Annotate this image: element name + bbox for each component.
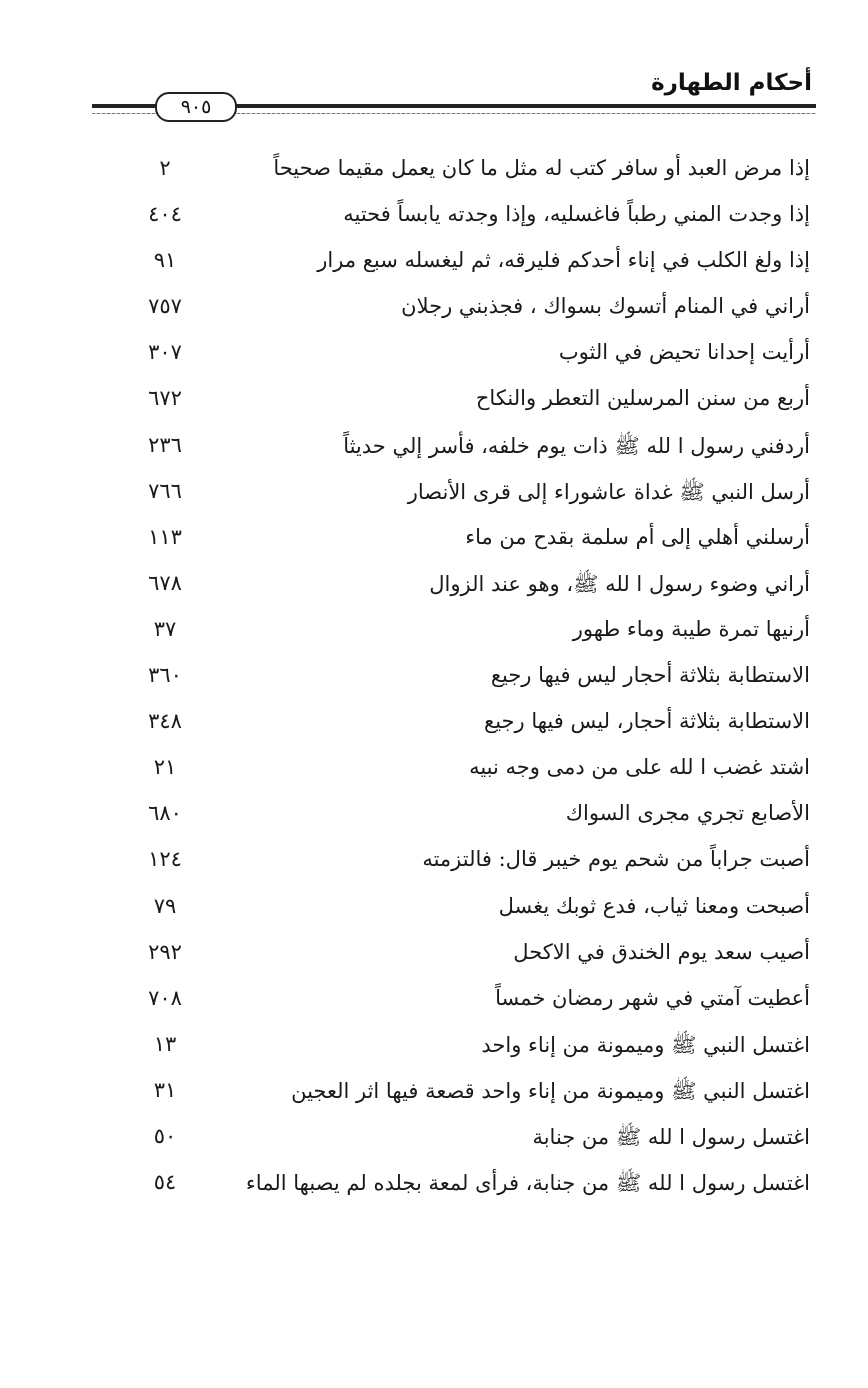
entry-page-number: ١٣ (153, 1031, 177, 1056)
entry-page-number: ٢٩٢ (148, 939, 182, 964)
entry-text: إذا وجدت المني رطباً فاغسليه، وإذا وجدته يابساً فحتيه (343, 202, 810, 227)
list-item (110, 980, 810, 1026)
entry-text: أعطيت آمتي في شهر رمضان خمساً (495, 985, 810, 1010)
list-item (110, 841, 810, 887)
entry-page-number: ٣٧ (153, 616, 177, 641)
list-item (110, 380, 810, 426)
list-item (110, 1026, 810, 1072)
entry-text: اغتسل رسول ا لله ﷺ من جنابة، فرأى لمعة بجلده لم يصبها الماء (245, 1171, 810, 1196)
entry-page-number: ٧٦٦ (148, 478, 182, 503)
list-item (110, 657, 810, 703)
entry-page-number: ٣٠٧ (148, 340, 182, 365)
entry-text: أصيب سعد يوم الخندق في الاكحل (513, 939, 810, 964)
entry-text: الاستطابة بثلاثة أحجار ليس فيها رجيع (490, 663, 810, 688)
entry-text: الأصابع تجري مجرى السواك (565, 801, 810, 826)
entry-page-number: ٩١ (153, 248, 177, 273)
list-item (110, 888, 810, 934)
list-item (110, 565, 810, 611)
page-number: ٩٠٥ (155, 92, 237, 122)
list-item (110, 473, 810, 519)
entry-page-number: ٧٥٧ (148, 294, 182, 319)
entry-page-number: ٥٠ (153, 1123, 177, 1148)
entry-page-number: ٢٣٦ (148, 432, 182, 457)
entry-page-number: ٣٦٠ (148, 663, 182, 688)
list-item (110, 703, 810, 749)
entry-page-number: ٦٧٢ (148, 386, 182, 411)
list-item (110, 519, 810, 565)
list-item (110, 1072, 810, 1118)
entry-page-number: ١١٣ (148, 524, 182, 549)
entry-text: أراني في المنام أتسوك بسواك ، فجذبني رجلان (401, 294, 810, 319)
entry-text: أراني وضوء رسول ا لله ﷺ، وهو عند الزوال (429, 571, 810, 596)
entry-page-number: ٣٤٨ (148, 709, 182, 734)
list-item (110, 288, 810, 334)
entry-page-number: ٤٠٤ (148, 202, 182, 227)
list-item (110, 242, 810, 288)
list-item (110, 334, 810, 380)
entry-page-number: ٥٤ (153, 1170, 177, 1195)
entry-text: أربع من سنن المرسلين التعطر والنكاح (475, 386, 810, 411)
hadith-index-list (110, 150, 810, 1210)
entry-text: أردفني رسول ا لله ﷺ ذات يوم خلفه، فأسر إلي حديثاً (343, 433, 810, 458)
entry-page-number: ٢١ (153, 755, 177, 780)
list-item (110, 150, 810, 196)
entry-page-number: ٣١ (153, 1077, 177, 1102)
entry-text: الاستطابة بثلاثة أحجار، ليس فيها رجيع (484, 709, 810, 734)
list-item (110, 1118, 810, 1164)
list-item (110, 196, 810, 242)
entry-text: اغتسل النبي ﷺ وميمونة من إناء واحد (481, 1032, 810, 1057)
entry-text: إذا مرض العبد أو سافر كتب له مثل ما كان يعمل مقيما صحيحاً (273, 156, 810, 180)
entry-page-number: ٢ (159, 156, 171, 180)
entry-page-number: ١٢٤ (148, 847, 182, 872)
list-item (110, 749, 810, 795)
list-item (110, 795, 810, 841)
list-item (110, 934, 810, 980)
entry-page-number: ٧٩ (153, 893, 177, 918)
list-item (110, 1164, 810, 1210)
entry-text: أرسلني أهلي إلى أم سلمة بقدح من ماء (465, 524, 810, 549)
list-item (110, 427, 810, 473)
entry-page-number: ٦٨٠ (148, 801, 182, 826)
entry-text: أرنيها تمرة طيبة وماء طهور (572, 616, 810, 641)
list-item (110, 611, 810, 657)
entry-text: أرأيت إحدانا تحيض في الثوب (558, 340, 810, 365)
entry-text: أصبت جراباً من شحم يوم خيبر قال: فالتزمته (422, 847, 810, 872)
entry-text: أرسل النبي ﷺ غداة عاشوراء إلى قرى الأنصار (407, 479, 810, 504)
entry-page-number: ٧٠٨ (148, 985, 182, 1010)
entry-text: اغتسل النبي ﷺ وميمونة من إناء واحد قصعة فيها اثر العجين (291, 1078, 810, 1103)
entry-text: إذا ولغ الكلب في إناء أحدكم فليرقه، ثم ليغسله سبع مرار (317, 248, 810, 273)
entry-text: أصبحت ومعنا ثياب، فدع ثوبك يغسل (498, 893, 810, 918)
entry-page-number: ٦٧٨ (148, 570, 182, 595)
book-title: أحكام الطهارة (651, 70, 812, 96)
entry-text: اغتسل رسول ا لله ﷺ من جنابة (532, 1124, 810, 1149)
entry-text: اشتد غضب ا لله على من دمى وجه نبيه (469, 755, 810, 780)
